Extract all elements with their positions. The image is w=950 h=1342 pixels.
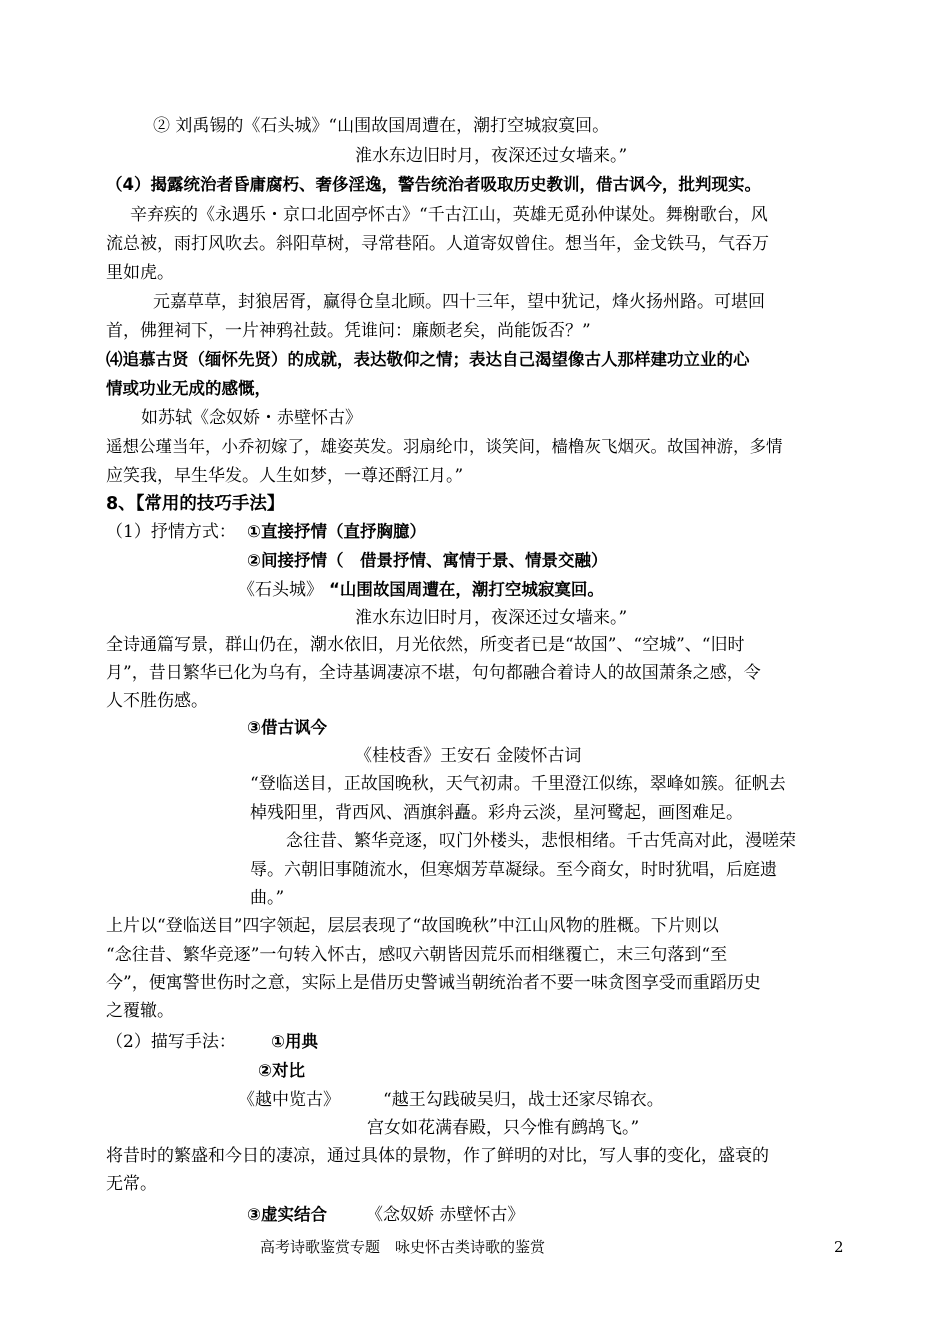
- text-line: 将昔时的繁盛和今日的凄凉，通过具体的景物，作了鲜明的对比，写人事的变化，盛衰的: [106, 1146, 769, 1166]
- item-direct-lyric: ①直接抒情（直抒胸臆）: [247, 522, 426, 541]
- poem-title: 《石头城》: [238, 580, 323, 600]
- label-lyric-method: （1）抒情方式：: [106, 522, 236, 542]
- text-line: 首，佛狸祠下，一片神鸦社鼓。凭谁问：廉颇老矣，尚能饭否？”: [106, 321, 591, 341]
- poem-line: 淮水东边旧时月，夜深还过女墙来。”: [355, 608, 628, 628]
- item-allusion: ①用典: [271, 1032, 318, 1051]
- text-line: 如苏轼《念奴娇・赤壁怀古》: [141, 408, 362, 428]
- text-line: 月”，昔日繁华已化为乌有，全诗基调凄凉不堪，句句都融合着诗人的故国萧条之感，令: [106, 663, 761, 683]
- label-describe-method: （2）描写手法：: [106, 1032, 236, 1052]
- item-real-virtual: ③虚实结合: [247, 1205, 327, 1224]
- section-heading-8: 8、【常用的技巧手法】: [106, 494, 285, 514]
- poem-line: 辱。六朝旧事随流水，但寒烟芳草凝绿。至今商女，时时犹唱，后庭遗: [250, 860, 777, 880]
- text-line: 人不胜伤感。: [106, 691, 208, 711]
- section-heading: 情或功业无成的感慨，: [106, 379, 271, 398]
- text-line: 元嘉草草，封狼居胥，赢得仓皇北顾。四十三年，望中犹记，烽火扬州路。可堪回: [153, 292, 765, 312]
- text-line: 之覆辙。: [106, 1001, 174, 1021]
- poem-line: 念往昔、繁华竞逐，叹门外楼头，悲恨相绪。千古凭高对此，漫嗟荣: [286, 831, 796, 851]
- text-line: 全诗通篇写景，群山仍在，潮水依旧，月光依然，所变者已是“故国”、“空城”、“旧时: [106, 635, 745, 655]
- poem-line: “越王勾践破吴归，战士还家尽锦衣。: [383, 1090, 664, 1110]
- text-line: “念往昔、繁华竞逐”一句转入怀古，感叹六朝皆因荒乐而相继覆亡，末三句落到“至: [106, 945, 728, 965]
- poem-title: 《桂枝香》王安石 金陵怀古词: [355, 746, 582, 766]
- page-number: 2: [834, 1238, 844, 1256]
- poem-line: “登临送目，正故国晚秋，天气初肃。千里澄江似练，翠峰如簇。征帆去: [250, 774, 786, 794]
- text-line: 辛弃疾的《永遇乐・京口北固亭怀古》“千古江山，英雄无觅孙仲谋处。舞榭歌台，风: [130, 205, 768, 225]
- text-line: ② 刘禹锡的《石头城》“山围故国周遭在，潮打空城寂寞回。: [153, 116, 610, 136]
- text-line: 应笑我，早生华发。人生如梦，一尊还酹江月。”: [106, 466, 464, 486]
- text-line: 上片以“登临送目”四字领起，层层表现了“故国晚秋”中江山风物的胜概。下片则以: [106, 916, 719, 936]
- text-line: 遥想公瑾当年，小乔初嫁了，雄姿英发。羽扇纶巾，谈笑间，樯橹灰飞烟灭。故国神游，多情: [106, 437, 783, 456]
- item-contrast: ②对比: [258, 1061, 305, 1080]
- poem-title: 《念奴娇 赤壁怀古》: [366, 1205, 525, 1225]
- poem-line: 宫女如花满春殿，只今惟有鹧鸪飞。”: [367, 1118, 640, 1138]
- text-line: 无常。: [106, 1174, 157, 1194]
- text-line: 里如虎。: [106, 263, 174, 283]
- poem-line: “山围故国周遭在，潮打空城寂寞回。: [329, 580, 604, 599]
- page-footer: 高考诗歌鉴赏专题 咏史怀古类诗歌的鉴赏: [260, 1238, 546, 1256]
- section-heading: ⑷追慕古贤（缅怀先贤）的成就，表达敬仰之情；表达自己渴望像古人那样建功立业的心: [106, 350, 750, 369]
- poem-title: 《越中览古》: [238, 1090, 340, 1110]
- item-indirect-lyric: ②间接抒情（ 借景抒情、寓情于景、情景交融）: [247, 551, 608, 570]
- text-line: 流总被，雨打风吹去。斜阳草树，寻常巷陌。人道寄奴曾住。想当年，金戈铁马，气吞万: [106, 234, 769, 254]
- section-heading: （4）揭露统治者昏庸腐朽、奢侈淫逸，警告统治者吸取历史教训，借古讽今，批判现实。: [106, 175, 761, 194]
- text-line: 今”，便寓警世伤时之意，实际上是借历史警诫当朝统治者不要一味贪图享受而重蹈历史: [106, 973, 761, 993]
- poem-line: 棹残阳里，背西风、酒旗斜矗。彩舟云淡，星河鹭起，画图难足。: [250, 803, 743, 823]
- text-line: 淮水东边旧时月，夜深还过女墙来。”: [355, 146, 628, 166]
- item-borrow-past: ③借古讽今: [247, 718, 327, 737]
- poem-line: 曲。”: [250, 888, 285, 908]
